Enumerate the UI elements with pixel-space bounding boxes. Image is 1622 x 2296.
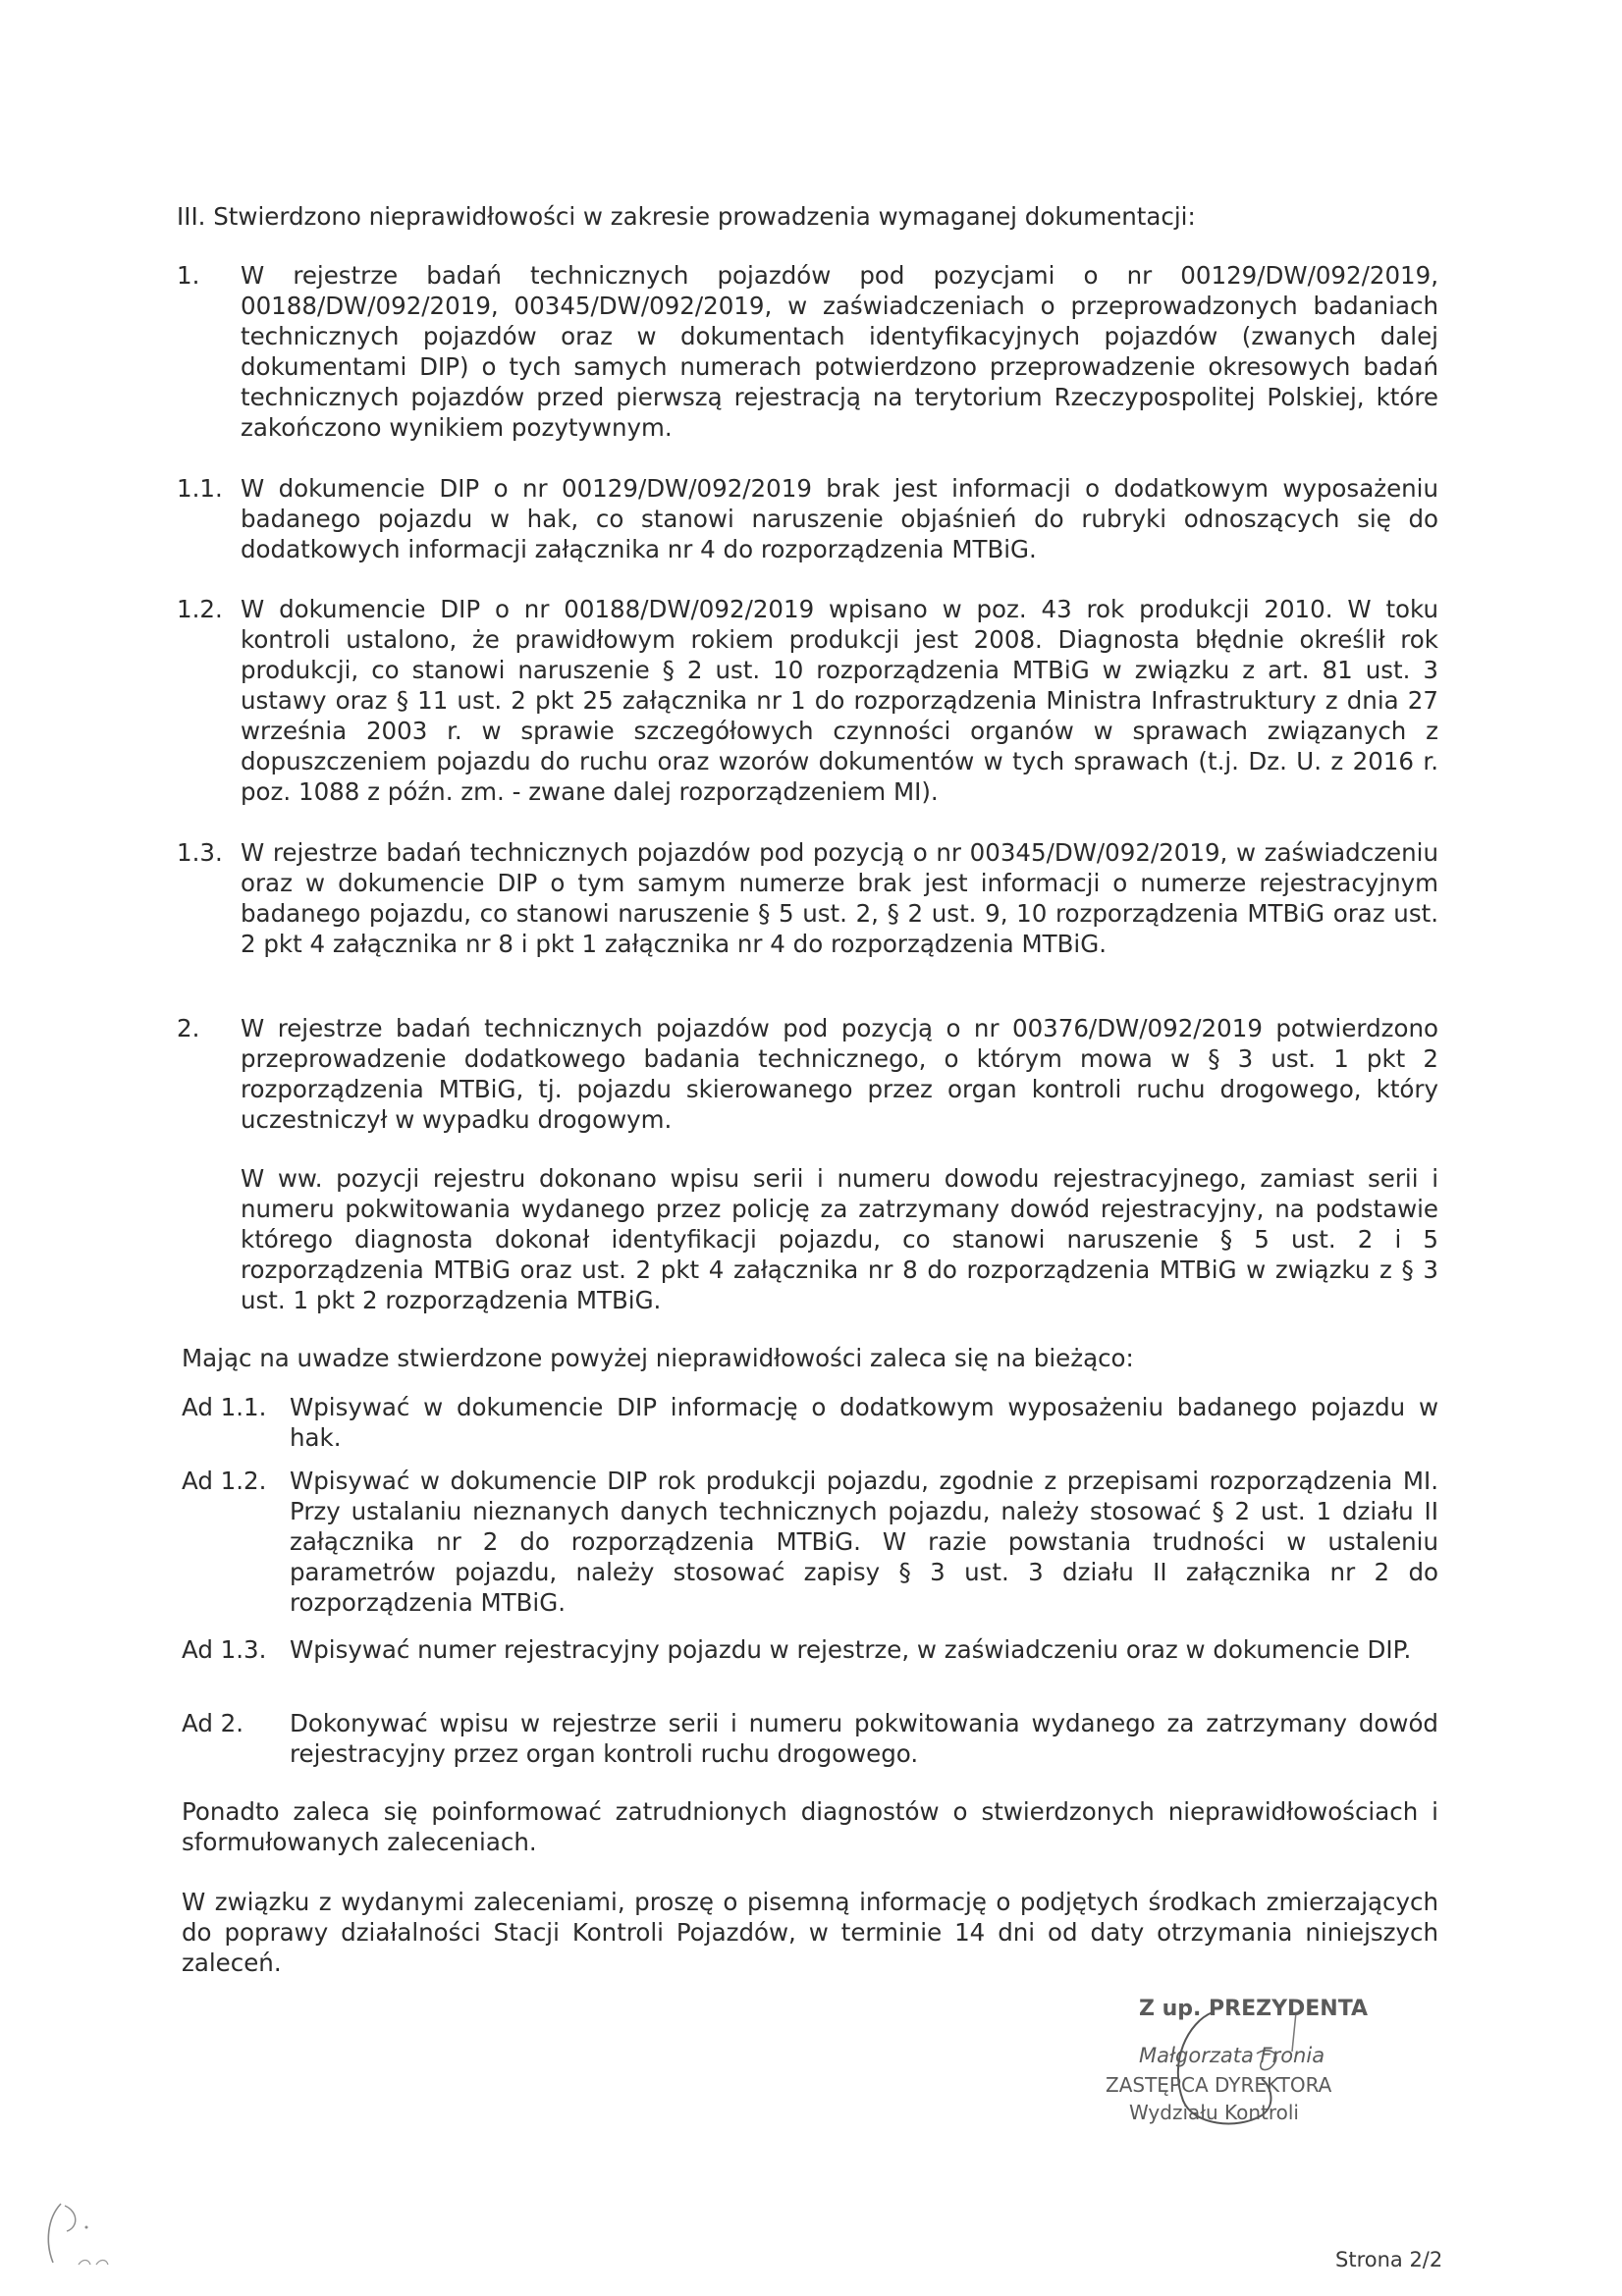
recommendation-intro: Mając na uwadze stwierdzone powyżej nieprawidłowości zaleca się na bieżąco: — [182, 1344, 1134, 1372]
finding-number: 2. — [177, 1014, 200, 1042]
stamp-line-authorization: Z up. PREZYDENTA — [1139, 1997, 1369, 2021]
recommendation-number: Ad 1.1. — [182, 1393, 267, 1421]
paragraph-request: W związku z wydanymi zaleceniami, proszę o pisemną informację o podjętych środkach zmierzających do poprawy działalności Stacji Kontroli Pojazdów, w terminie 14 dni od daty otrzymania niniejszych zaleceń. — [182, 1888, 1438, 1977]
recommendation-text: Dokonywać wpisu w rejestrze serii i numeru pokwitowania wydanego za zatrzymany dowód rejestracyjny przez organ kontroli ruchu drogowego. — [290, 1709, 1438, 1768]
finding-number: 1.2. — [177, 595, 223, 623]
finding-text: W dokumencie DIP o nr 00188/DW/092/2019 wpisano w poz. 43 rok produkcji 2010. W toku kontroli ustalono, że prawidłowym rokiem produkcji jest 2008. Diagnosta błędnie określił rok produkcji, co stanowi naruszenie § 2 ust. 10 rozporządzenia MTBiG w związku z art. 81 ust. 3 ustawy oraz § 11 ust. 2 pkt 25 załącznika nr 1 do rozporządzenia Ministra Infrastruktury z dnia 27 września 2003 r. w sprawie szczegółowych czynności organów w sprawach związanych z dopuszczeniem pojazdu do ruchu oraz wzorów dokumentów w tych sprawach (t.j. Dz. U. z 2016 r. poz. 1088 z późn. zm. - zwane dalej rozporządzeniem MI). — [241, 595, 1438, 806]
paragraph-inform: Ponadto zaleca się poinformować zatrudnionych diagnostów o stwierdzonych nieprawidłowościach i sformułowanych zaleceniach. — [182, 1797, 1438, 1856]
finding-text: W rejestrze badań technicznych pojazdów pod pozycją o nr 00376/DW/092/2019 potwierdzono przeprowadzenie dodatkowego badania technicznego, o którym mowa w § 3 ust. 1 pkt 2 rozporządzenia MTBiG, tj. pojazdu skierowanego przez organ kontroli ruchu drogowego, który uczestniczył w wypadku drogowym. — [241, 1014, 1438, 1134]
finding-text: W rejestrze badań technicznych pojazdów pod pozycjami o nr 00129/DW/092/2019, 00188/DW/092/2019, 00345/DW/092/2019, w zaświadczeniach o przeprowadzonych badaniach technicznych pojazdów oraz w dokumentach identyfikacyjnych pojazdów (zwanych dalej dokumentami DIP) o tych samych numerach potwierdzono przeprowadzenie okresowych badań technicznych pojazdów przed pierwszą rejestracją na terytorium Rzeczypospolitej Polskiej, które zakończono wynikiem pozytywnym. — [241, 261, 1438, 442]
recommendation-number: Ad 2. — [182, 1709, 244, 1737]
recommendation-number: Ad 1.3. — [182, 1635, 267, 1664]
stamp-line-position: ZASTĘPCA DYREKTORA — [1106, 2073, 1332, 2097]
recommendation-text: Wpisywać w dokumencie DIP rok produkcji pojazdu, zgodnie z przepisami rozporządzenia MI. Przy ustalaniu nieznanych danych technicznych pojazdu, należy stosować § 2 ust. 1 działu II załącznika nr 2 do rozporządzenia MTBiG. W razie powstania trudności w ustaleniu parametrów pojazdu, należy stosować zapisy § 3 ust. 3 działu II załącznika nr 2 do rozporządzenia MTBiG. — [290, 1467, 1438, 1617]
section-title: III. Stwierdzono nieprawidłowości w zakresie prowadzenia wymaganej dokumentacji: — [177, 202, 1196, 231]
finding-text: W rejestrze badań technicznych pojazdów pod pozycją o nr 00345/DW/092/2019, w zaświadczeniu oraz w dokumencie DIP o tym samym numerze brak jest informacji o numerze rejestracyjnym badanego pojazdu, co stanowi naruszenie § 5 ust. 2, § 2 ust. 9, 10 rozporządzenia MTBiG oraz ust. 2 pkt 4 załącznika nr 8 i pkt 1 załącznika nr 4 do rozporządzenia MTBiG. — [241, 838, 1438, 958]
stamp-line-department: Wydziału Kontroli — [1129, 2101, 1299, 2124]
finding-number: 1. — [177, 261, 200, 290]
stamp-line-name: Małgorzata Fronia — [1139, 2044, 1325, 2067]
recommendation-text: Wpisywać w dokumencie DIP informację o dodatkowym wyposażeniu badanego pojazdu w hak. — [290, 1393, 1438, 1452]
handwritten-mark-icon — [39, 2194, 128, 2272]
finding-text: W ww. pozycji rejestru dokonano wpisu serii i numeru dowodu rejestracyjnego, zamiast serii i numeru pokwitowania wydanego przez policję za zatrzymany dowód rejestracyjny, na podstawie którego diagnosta dokonał identyfikacji pojazdu, co stanowi naruszenie § 5 ust. 2 i 5 rozporządzenia MTBiG oraz ust. 2 pkt 4 załącznika nr 8 do rozporządzenia MTBiG w związku z § 3 ust. 1 pkt 2 rozporządzenia MTBiG. — [241, 1164, 1438, 1314]
finding-number: 1.1. — [177, 474, 223, 503]
page-number: Strona 2/2 — [1335, 2248, 1443, 2271]
recommendation-text: Wpisywać numer rejestracyjny pojazdu w rejestrze, w zaświadczeniu oraz w dokumencie DIP. — [290, 1635, 1412, 1664]
recommendation-number: Ad 1.2. — [182, 1467, 267, 1495]
finding-number: 1.3. — [177, 838, 223, 867]
signature-stamp — [1100, 1993, 1394, 2140]
finding-text: W dokumencie DIP o nr 00129/DW/092/2019 brak jest informacji o dodatkowym wyposażeniu badanego pojazdu w hak, co stanowi naruszenie objaśnień do rubryki odnoszących się do dodatkowych informacji załącznika nr 4 do rozporządzenia MTBiG. — [241, 474, 1438, 563]
